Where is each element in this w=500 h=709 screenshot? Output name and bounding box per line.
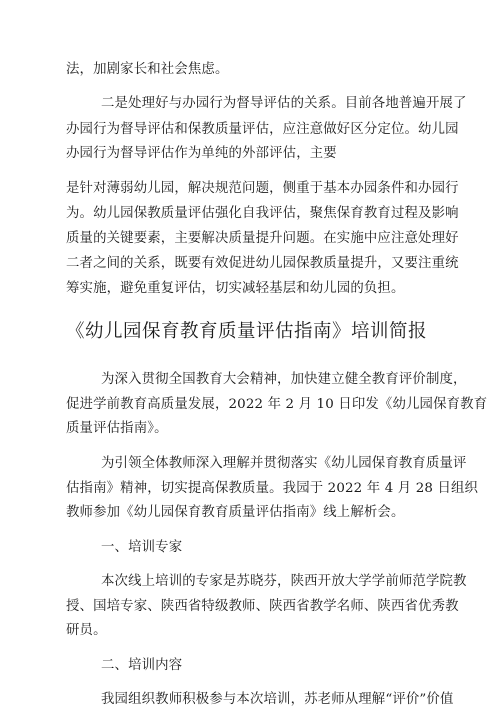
text-line: 办园行为督导评估和保教质量评估，应注意做好区分定位。幼儿园: [66, 122, 459, 137]
text-line: 二者之间的关系，既要有效促进幼儿园保教质量提升，又要注重统: [66, 256, 459, 271]
text-line: 教师参加《幼儿园保育教育质量评估指南》线上解析会。: [66, 505, 405, 520]
text-line: 是针对薄弱幼儿园，解决规范问题，侧重于基本办园条件和办园行: [66, 181, 459, 196]
text-line: 二是处理好与办园行为督导评估的关系。目前各地普遍开展了: [101, 96, 467, 111]
section-title: 《幼儿园保育教育质量评估指南》培训简报: [66, 321, 428, 342]
text-line: 质量的关键要素，主要解决质量提升问题。在实施中应注意处理好: [66, 231, 459, 246]
text-line: 为深入贯彻全国教育大会精神，加快建立健全教育评价制度，: [101, 372, 467, 387]
text-line: 授、国培专家、陕西省特级教师、陕西省教学名师、陕西省优秀教: [66, 599, 459, 614]
text-line: 估指南》精神，切实提高保教质量。我园于 2022 年 4 月 28 日组织: [66, 481, 479, 496]
text-line: 筹实施，避免重复评估，切实减轻基层和幼儿园的负担。: [66, 281, 405, 296]
text-line: 促进学前教育高质量发展，2022 年 2 月 10 日印发《幼儿园保育教育: [66, 397, 488, 412]
text-line: 为引领全体教师深入理解并贯彻落实《幼儿园保育教育质量评: [101, 456, 467, 471]
text-line: 我园组织教师积极参与本次培训，苏老师从理解“评价”价值: [101, 692, 454, 707]
text-line: 研员。: [66, 623, 107, 638]
text-line: 为。幼儿园保教质量评估强化自我评估，聚焦保育教育过程及影响: [66, 206, 459, 221]
text-line: 本次线上培训的专家是苏晓芬，陕西开放大学学前师范学院教: [101, 574, 467, 589]
subheading: 二、培训内容: [101, 658, 183, 673]
text-line: 办园行为督导评估作为单纯的外部评估，主要: [66, 146, 337, 161]
subheading: 一、培训专家: [101, 540, 183, 555]
text-line: 法，加剧家长和社会焦虑。: [66, 62, 229, 77]
text-line: 质量评估指南》。: [66, 421, 168, 436]
